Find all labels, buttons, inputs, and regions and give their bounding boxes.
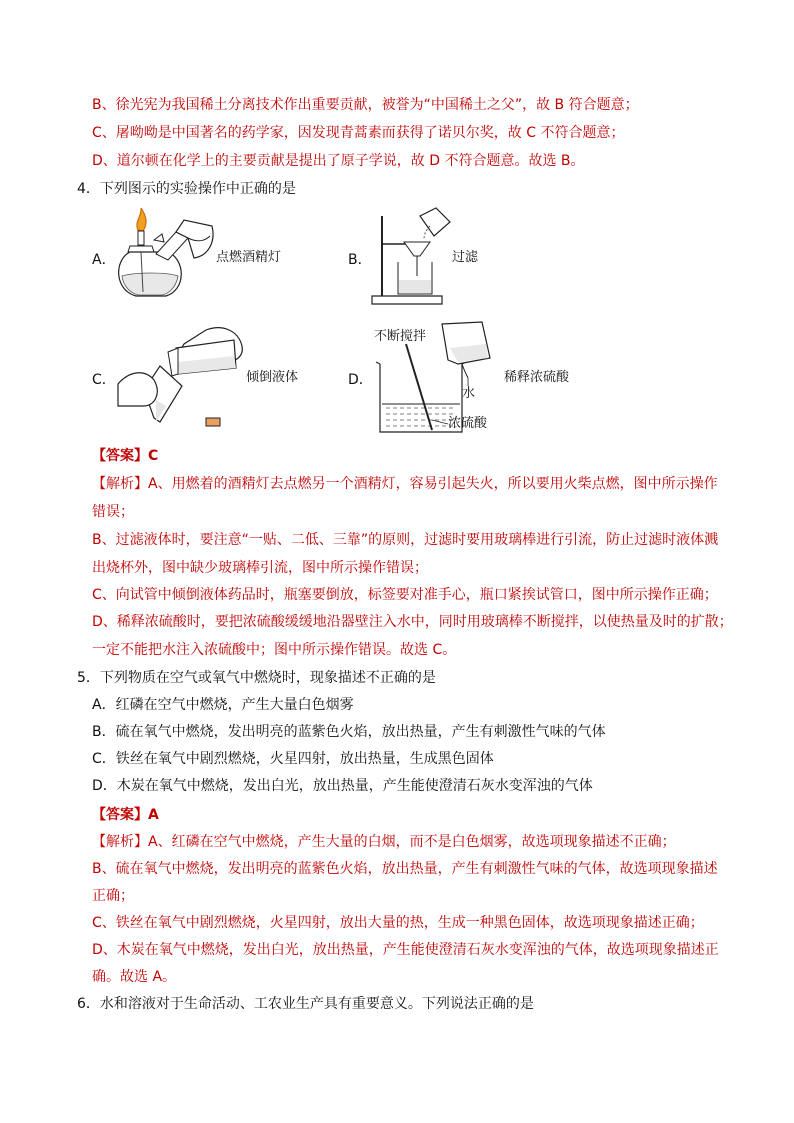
q5-option-b: B．硫在氧气中燃烧，发出明亮的蓝紫色火焰，放出热量，产生有刺激性气味的气体: [92, 724, 606, 740]
q4-option-a-letter: A．: [92, 252, 116, 268]
q4-analysis-line: 出烧杯外，图中缺少玻璃棒引流，图中所示操作错误；: [92, 560, 428, 576]
q4-analysis-line: 错误；: [92, 504, 134, 520]
q5-analysis-line: C、铁丝在氧气中剧烈燃烧，火星四射，放出大量的热，生成一种黑色固体，故选项现象描述正确；: [92, 915, 704, 931]
q4-option-b-label: 过滤: [452, 250, 479, 265]
q5-stem: 5．下列物质在空气或氧气中燃烧时，现象描述不正确的是: [77, 670, 436, 686]
q5-analysis-line: D、木炭在氧气中燃烧，发出白光，放出热量，产生能使澄清石灰水变浑浊的气体，故选项现象描述正: [92, 942, 719, 958]
q3-analysis-line-b: B、徐光宪为我国稀土分离技术作出重要贡献，被誉为“中国稀土之父”，故 B 符合题意；: [92, 97, 639, 113]
q5-option-a: A．红磷在空气中燃烧，产生大量白色烟雾: [92, 697, 354, 713]
q6-stem: 6．水和溶液对于生命活动、工农业生产具有重要意义。下列说法正确的是: [77, 996, 534, 1012]
alcohol-lamp-lighting-icon: [116, 212, 216, 304]
q4-option-d-stir-annotation: 不断搅拌: [374, 329, 427, 344]
q5-option-d: D．木炭在氧气中燃烧，发出白光，放出热量，产生能使澄清石灰水变浑浊的气体: [92, 778, 593, 794]
q4-option-d-acid-annotation: 浓硫酸: [448, 416, 488, 431]
q4-analysis-line: D、稀释浓硫酸时，要把浓硫酸缓缓地沿器壁注入水中，同时用玻璃棒不断搅拌，以使热量及时的扩散；: [92, 614, 733, 630]
q5-analysis-line: 【解析】A、红磷在空气中燃烧，产生大量的白烟，而不是白色烟雾，故选项现象描述不正确；: [92, 834, 676, 850]
q4-answer: 【答案】C: [92, 448, 159, 464]
q5-analysis-line: 正确；: [92, 888, 134, 904]
q3-analysis-line-c: C、屠呦呦是中国著名的药学家，因发现青蒿素而获得了诺贝尔奖，故 C 不符合题意；: [92, 125, 625, 141]
q4-option-d-water-annotation: 水: [462, 386, 476, 401]
q4-option-c-label: 倾倒液体: [246, 370, 299, 385]
q5-analysis-line: B、硫在氧气中燃烧，发出明亮的蓝紫色火焰，放出热量，产生有刺激性气味的气体，故选项现象描述: [92, 861, 718, 877]
q4-analysis-line: B、过滤液体时，要注意“一贴、二低、三靠”的原则，过滤时要用玻璃棒进行引流，防止过滤时液体溅: [92, 532, 719, 548]
pouring-liquid-icon: [118, 322, 246, 430]
q4-option-a-label: 点燃酒精灯: [216, 250, 282, 265]
q4-option-d-letter: D．: [348, 372, 373, 388]
q4-option-c-letter: C．: [92, 372, 116, 388]
q4-analysis-line: 一定不能把水注入浓硫酸中；图中所示操作错误。故选 C。: [92, 642, 457, 658]
q3-analysis-line-d: D、道尔顿在化学上的主要贡献是提出了原子学说，故 D 不符合题意。故选 B。: [92, 153, 585, 169]
q4-option-d-label: 稀释浓硫酸: [504, 370, 570, 385]
q5-option-c: C．铁丝在氧气中剧烈燃烧，火星四射，放出热量，生成黑色固体: [92, 751, 494, 767]
filtration-setup-icon: [368, 206, 458, 308]
q4-analysis-line: 【解析】A、用燃着的酒精灯去点燃另一个酒精灯，容易引起失火，所以要用火柴点燃，图中所示操作: [92, 476, 718, 492]
q4-analysis-line: C、向试管中倾倒液体药品时，瓶塞要倒放，标签要对准手心，瓶口紧挨试管口，图中所示操作正确；: [92, 587, 718, 603]
q5-analysis-line: 确。故选 A。: [92, 969, 177, 985]
q4-stem: 4．下列图示的实验操作中正确的是: [77, 181, 296, 197]
q5-answer: 【答案】A: [92, 807, 159, 823]
q4-option-b-letter: B．: [348, 252, 372, 268]
